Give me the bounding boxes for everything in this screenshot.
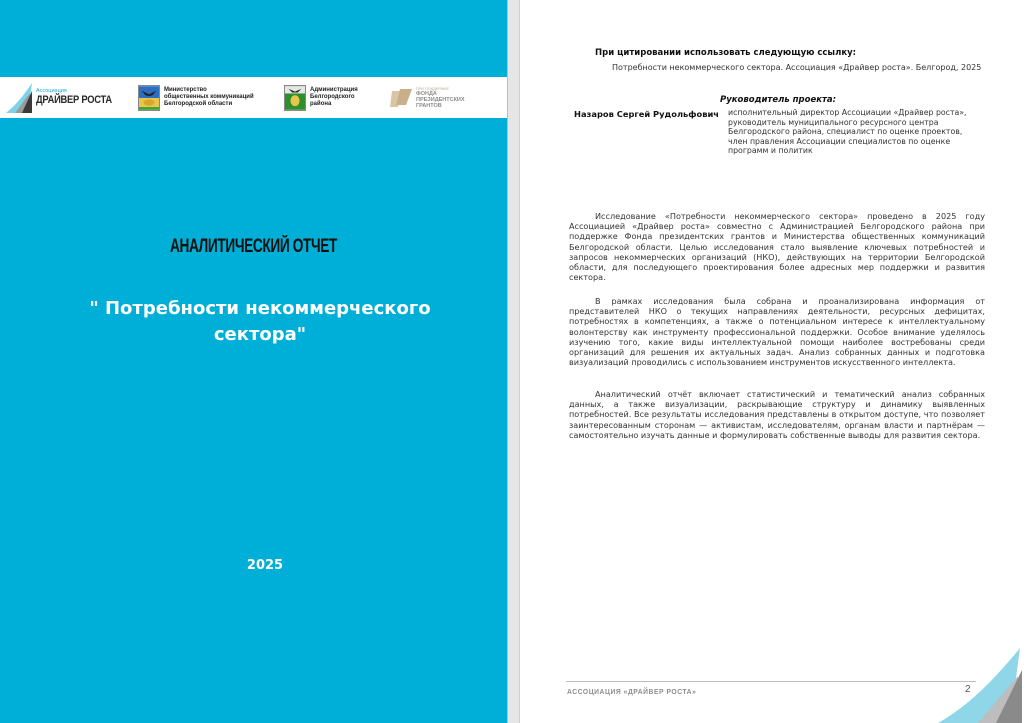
fund-line-3: ГРАНТОВ xyxy=(416,102,442,109)
report-title: " Потребности некоммерческого сектора" xyxy=(89,298,431,345)
administration-logo xyxy=(284,77,358,118)
footer-swoosh-icon xyxy=(938,646,1030,723)
belgorod-district-crest-icon xyxy=(284,85,306,111)
ministry-line-3: Белгородской области xyxy=(164,101,233,107)
partner-logo-strip xyxy=(0,77,507,118)
ministry-line-1: Министерство xyxy=(164,87,207,93)
administration-line-3: района xyxy=(310,101,332,107)
belgorod-region-crest-icon xyxy=(138,85,160,111)
fund-small-label: ПРИ ПОДДЕРЖКЕ xyxy=(416,86,450,91)
driver-logo-small: Ассоциация xyxy=(36,88,67,95)
fund-line-2: ПРЕЗИДЕНТСКИХ xyxy=(416,96,465,103)
administration-line-1: Администрация xyxy=(310,87,358,93)
cover-page xyxy=(0,0,508,723)
driver-swoosh-icon xyxy=(6,83,34,113)
project-head-label: Руководитель проекта: xyxy=(720,95,837,105)
page-number: 2 xyxy=(965,684,971,695)
ministry-logo xyxy=(138,77,254,118)
citation-label: При цитировании использовать следующую ссылку: xyxy=(595,48,857,58)
footer-organization: АССОЦИАЦИЯ «ДРАЙВЕР РОСТА» xyxy=(567,687,697,696)
driver-logo-name: ДРАЙВЕР РОСТА xyxy=(36,93,112,106)
fund-emblem-icon xyxy=(390,87,412,109)
presidential-grants-fund-logo xyxy=(390,77,465,118)
intro-paragraph-1: Исследование «Потребности некоммерческого сектора» проведено в 2025 году Ассоциацией «Драйвер роста» совместно с Администрацией Белгородского района при поддержке Фонда президентских грантов и Министерства общественных коммуникаций Белгородской области. Целью исследования стало выявление ключевых потребностей и запросов некоммерческих организаций (НКО), действующих на территории Белгородской области, для последующего проектирования более адресных мер поддержки и развития сектора. xyxy=(569,211,985,283)
body-page xyxy=(519,0,1030,723)
citation-text: Потребности некоммерческого сектора. Ассоциация «Драйвер роста». Белгород, 2025 xyxy=(612,63,982,72)
administration-line-2: Белгородского xyxy=(310,94,355,100)
project-head-name: Назаров Сергей Рудольфович xyxy=(574,109,719,119)
report-kind-heading: АНАЛИТИЧЕСКИЙ ОТЧЕТ xyxy=(169,236,338,257)
ministry-line-2: общественных коммуникаций xyxy=(164,94,254,100)
footer-divider xyxy=(566,681,976,682)
intro-paragraph-2: В рамках исследования была собрана и проанализирована информация от представителей НКО о текущих направлениях деятельности, ресурсных дефицитах, потребностях в компетенциях, а также о потенциальном интересе к интеллектуальному волонтерству как инструменту профессиональной поддержки. Особое внимание уделялось изучению того, какие виды интеллектуальной помощи наиболее востребованы среди организаций для решения их актуальных задач. Анализ собранных данных и подготовка визуализаций проводились с использованием инструментов искусственного интеллекта. xyxy=(569,296,985,368)
driver-rosta-logo xyxy=(6,77,125,118)
project-head-description: исполнительный директор Ассоциации «Драйвер роста», руководитель муниципального ресурсного центра Белгородского района, специалист по оценке проектов, член правления Ассоциации специалистов по оценке программ и политик xyxy=(728,108,967,155)
intro-paragraph-3: Аналитический отчёт включает статистический и тематический анализ собранных данных, а также визуализации, раскрывающие структуру и динамику выявленных потребностей. Все результаты исследования представлены в открытом доступе, что позволяет заинтересованным сторонам — активистам, исследователям, органам власти и партнёрам — самостоятельно изучать данные и формулировать собственные выводы для развития сектора. xyxy=(569,389,985,440)
fund-line-1: ФОНДА xyxy=(416,90,437,97)
report-year: 2025 xyxy=(246,558,284,573)
